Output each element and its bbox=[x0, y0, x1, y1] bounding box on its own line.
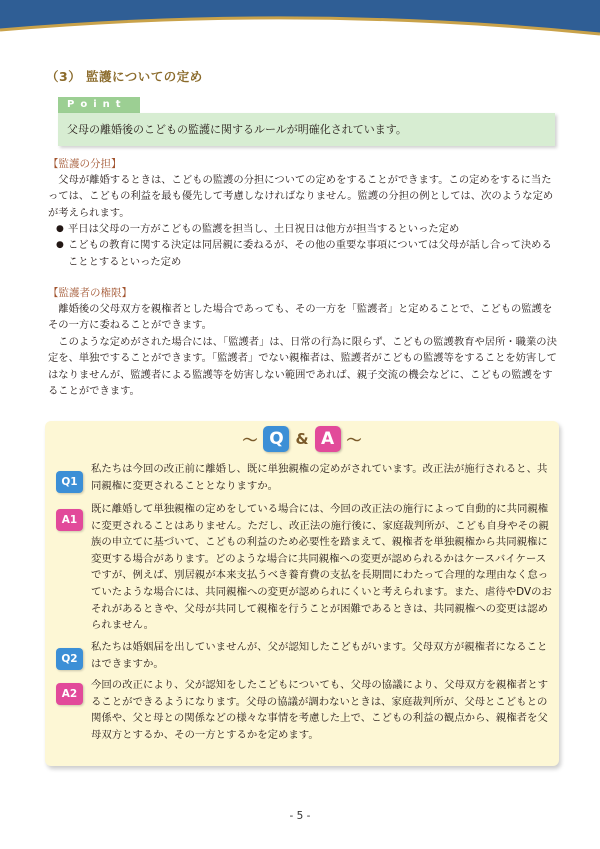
qa-tilde-right: 〜 bbox=[346, 430, 362, 449]
a-tile: A bbox=[315, 426, 341, 452]
qa-tilde-left: 〜 bbox=[242, 430, 258, 449]
point-box: 父母の離婚後のこどもの監護に関するルールが明確化されています。 bbox=[58, 113, 555, 146]
custodian-paragraph-1: 離婚後の父母双方を親権者とした場合であっても、その一方を「監護者」と定めることで、こどもの監護をその一方に委ねることができます。 bbox=[48, 303, 553, 332]
a2-answer: 今回の改正により、父が認知をしたこどもについても、父母の協議により、父母双方を親権者とすることができるようになります。父母の協議が調わないときは、家庭裁判所が、父母とこどもとの関係や、父と母との関係などの様々な事情を考慮した上で、こどもの利益の観点から、親権者を父母双方とするか、その一方とするかを定めます。 bbox=[91, 679, 548, 741]
a1-answer: 既に離婚して単独親権の定めをしている場合には、今回の改正法の施行によって自動的に共同親権に変更されることはありません。ただし、改正法の施行後に、家庭裁判所が、こども自身やその親族の申立てに基づいて、こどもの利益のため必要性を踏まえて、親権者を単独親権から共同親権に変更する場合があります。どのような場合に共同親権への変更が認められるかはケースバイケースですが、例えば、別居親が本来支払うべき養育費の支払を長期間にわたって合理的な理由なく怠っていたような場合には、共同親権への変更が認められにくいと考えられます。また、虐待やDVのおそれがあるときや、父母が共同して親権を行うことが困難であるときは、共同親権への変更は認められません。 bbox=[91, 503, 552, 632]
qa-ampersand: & bbox=[295, 430, 309, 448]
division-paragraph: 父母が離婚するときは、こどもの監護の分担についての定めをすることができます。この定めをするに当たっては、こどもの利益を最も優先して考慮しなければなりません。監護の分担の例としては、次のような定めが考えられます。 bbox=[48, 174, 554, 219]
q2-question: 私たちは婚姻届を出していませんが、父が認知したこどもがいます。父母双方が親権者になることはできますか。 bbox=[91, 641, 548, 670]
page-number: - 5 - bbox=[289, 810, 311, 822]
a2-badge: A2 bbox=[56, 683, 83, 705]
division-bullet: ● 平日は父母の一方がこどもの監護を担当し、土日祝日は他方が担当するといった定め bbox=[56, 221, 558, 237]
q-tile: Q bbox=[263, 426, 289, 452]
q2-badge: Q2 bbox=[56, 648, 83, 670]
a1-badge: A1 bbox=[56, 509, 83, 531]
division-heading: 【監護の分担】 bbox=[48, 158, 122, 170]
point-tab: Point bbox=[58, 97, 140, 113]
division-bullet-list bbox=[56, 221, 558, 270]
custodian-heading: 【監護者の権限】 bbox=[48, 287, 132, 299]
header-decoration bbox=[0, 0, 600, 48]
q1-question: 私たちは今回の改正前に離婚し、既に単独親権の定めがされています。改正法が施行されると、共同親権に変更されることとなりますか。 bbox=[91, 463, 548, 492]
section-title: （3） 監護についての定め bbox=[46, 69, 203, 84]
custodian-paragraph-2: このような定めがされた場合には、「監護者」は、日常の行為に限らず、こどもの監護教育や居所・職業の決定を、単独ですることができます。「監護者」でない親権者は、監護者がこどもの監護等をすることを妨害してはなりませんが、監護者による監護等を妨害しない範囲であれば、親子交流の機会などに、こどもの監護をすることができます。 bbox=[48, 336, 557, 398]
division-bullet: ● こどもの教育に関する決定は同居親に委ねるが、その他の重要な事項については父母が話し合って決めることとするといった定め bbox=[56, 237, 558, 270]
qa-header bbox=[45, 421, 559, 457]
q1-badge: Q1 bbox=[56, 471, 83, 493]
